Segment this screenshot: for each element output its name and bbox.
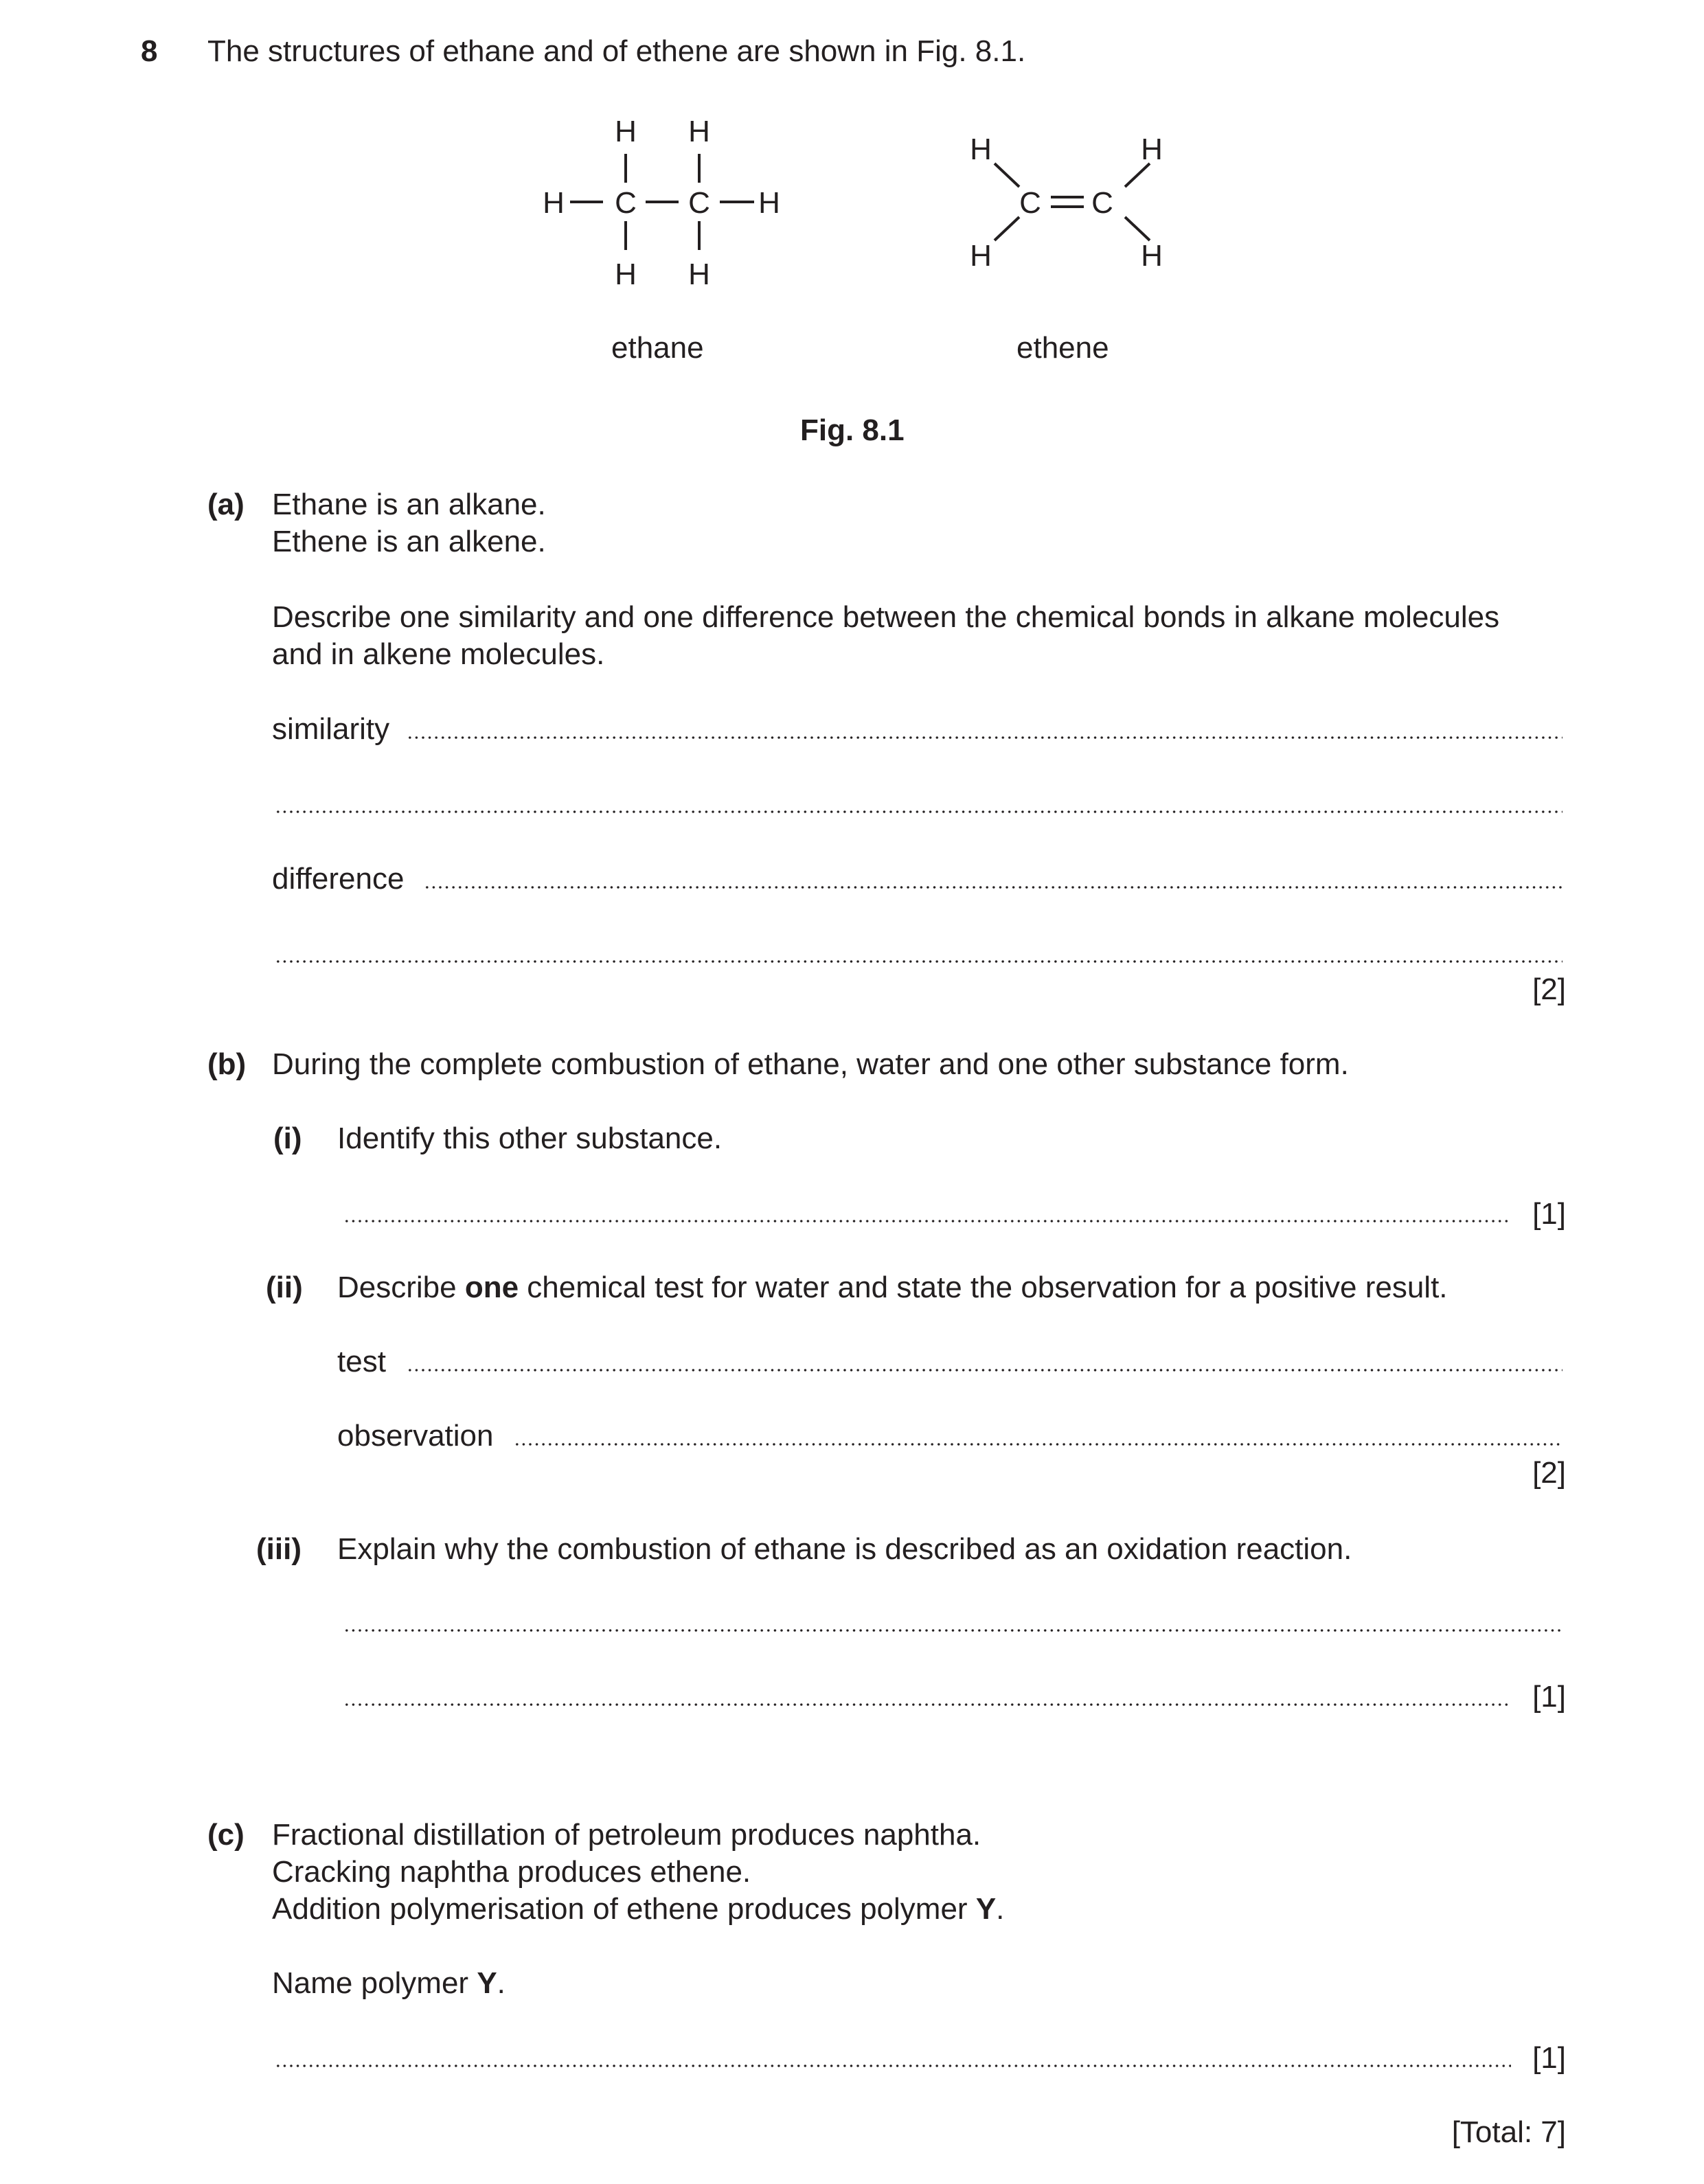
part-a-label: (a) — [207, 488, 245, 521]
similarity-answer-line-1[interactable] — [407, 736, 1563, 739]
question-intro: The structures of ethane and of ethene are shown in Fig. 8.1. — [207, 34, 1026, 68]
ethane-structure — [570, 154, 754, 250]
part-a-line2: Ethene is an alkene. — [272, 525, 546, 558]
part-c-marks: [1] — [1532, 2041, 1566, 2075]
difference-answer-line-2[interactable] — [275, 960, 1563, 963]
part-c-line2: Cracking naphtha produces ethene. — [272, 1855, 751, 1889]
figure-8-1 — [0, 0, 1704, 481]
similarity-label: similarity — [272, 712, 390, 746]
part-b-ii-label: (ii) — [266, 1271, 303, 1304]
ethane-atom: H — [688, 258, 710, 291]
ethene-atom: H — [1141, 239, 1163, 273]
part-b-iii-marks: [1] — [1532, 1680, 1566, 1714]
part-b-i-question: Identify this other substance. — [337, 1122, 723, 1155]
ethane-atom: C — [688, 186, 710, 220]
ethane-atom: H — [543, 186, 565, 220]
part-b-ii-question-emphasis: one — [464, 1271, 519, 1304]
part-b-iii-answer-line-1[interactable] — [343, 1629, 1563, 1632]
part-c-question-end: . — [497, 1966, 505, 2000]
ethane-atom: H — [615, 115, 637, 148]
part-a-line1: Ethane is an alkane. — [272, 488, 546, 521]
ethene-atom: H — [970, 133, 992, 166]
part-b-ii-question-end: chemical test for water and state the observation for a positive result. — [519, 1271, 1448, 1304]
observation-label: observation — [337, 1419, 494, 1453]
part-b-i-label: (i) — [273, 1122, 302, 1155]
part-c-line3 — [272, 1891, 1004, 1928]
ethene-atom: H — [970, 239, 992, 273]
part-c-line1: Fractional distillation of petroleum produces naphtha. — [272, 1818, 981, 1852]
test-label: test — [337, 1345, 386, 1378]
part-b-ii-question-start: Describe — [337, 1271, 465, 1304]
part-c-question-polymer: Y — [477, 1966, 497, 2000]
part-c-line3-end: . — [996, 1892, 1005, 1926]
part-b-ii-question — [337, 1269, 1448, 1306]
part-b-i-answer-line[interactable] — [343, 1220, 1511, 1222]
part-c-line3-polymer: Y — [975, 1892, 997, 1926]
difference-label: difference — [272, 862, 405, 896]
ethene-atom: C — [1019, 186, 1041, 220]
part-b-iii-answer-line-2[interactable] — [343, 1703, 1511, 1706]
part-c-answer-line[interactable] — [275, 2064, 1511, 2067]
ethane-atom: C — [615, 186, 637, 220]
part-b-iii-label: (iii) — [256, 1532, 302, 1566]
part-c-line3-start: Addition polymerisation of ethene produces polymer — [272, 1892, 976, 1926]
part-b-i-marks: [1] — [1532, 1197, 1566, 1231]
part-a-prompt-line2: and in alkene molecules. — [272, 637, 605, 671]
ethane-label: ethane — [611, 331, 704, 365]
ethane-atom: H — [688, 115, 710, 148]
total-marks: [Total: 7] — [1451, 2115, 1566, 2149]
observation-answer-line[interactable] — [514, 1443, 1563, 1446]
test-answer-line[interactable] — [407, 1369, 1563, 1372]
ethene-atom: H — [1141, 133, 1163, 166]
part-c-question — [272, 1965, 505, 2002]
part-c-label: (c) — [207, 1818, 245, 1852]
ethene-label: ethene — [1016, 331, 1109, 365]
ethane-atom: H — [758, 186, 780, 220]
ethene-atom: C — [1091, 186, 1113, 220]
part-b-iii-question: Explain why the combustion of ethane is described as an oxidation reaction. — [337, 1532, 1352, 1566]
ethane-atom: H — [615, 258, 637, 291]
difference-answer-line-1[interactable] — [424, 886, 1563, 889]
part-c-question-start: Name polymer — [272, 1966, 477, 2000]
part-a-prompt-line1: Describe one similarity and one difference between the chemical bonds in alkane molecules — [272, 600, 1500, 634]
figure-caption: Fig. 8.1 — [800, 413, 905, 447]
part-b-label: (b) — [207, 1047, 247, 1081]
part-a-marks: [2] — [1532, 972, 1566, 1006]
question-number: 8 — [141, 34, 158, 68]
similarity-answer-line-2[interactable] — [275, 810, 1563, 813]
part-b-ii-marks: [2] — [1532, 1456, 1566, 1490]
part-b-stem: During the complete combustion of ethane, water and one other substance form. — [272, 1047, 1349, 1081]
ethene-structure — [995, 163, 1150, 240]
